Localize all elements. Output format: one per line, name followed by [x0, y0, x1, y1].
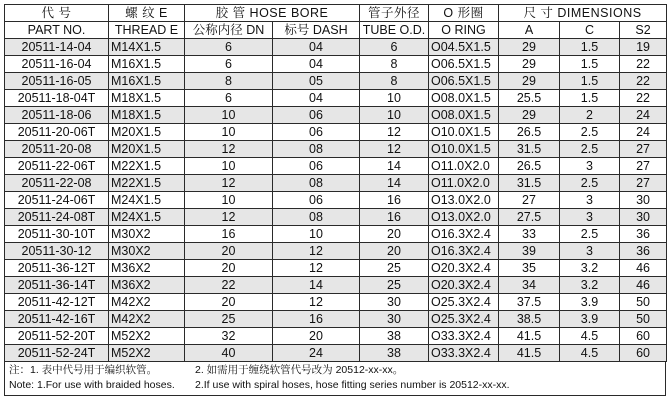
cell-dash: 06	[273, 107, 360, 124]
cell-dim-a: 27.5	[499, 209, 560, 226]
cell-dim-a: 41.5	[499, 345, 560, 362]
footnote-en-1: Note: 1.For use with braided hoses.	[9, 379, 175, 391]
table-row	[5, 243, 667, 260]
cell-dim-s2: 24	[620, 107, 667, 124]
cell-dim-s2: 30	[620, 209, 667, 226]
header-thread-cn: 螺 纹 E	[109, 5, 185, 22]
cell-dash: 10	[273, 226, 360, 243]
cell-dn: 10	[185, 124, 273, 141]
cell-tube-od: 20	[360, 226, 429, 243]
cell-dim-c: 2.5	[560, 175, 620, 192]
cell-dim-a: 41.5	[499, 328, 560, 345]
cell-part-no: 20511-42-12T	[5, 294, 109, 311]
header-dimensions: 尺 寸 DIMENSIONS	[499, 5, 667, 22]
cell-dim-a: 38.5	[499, 311, 560, 328]
cell-dn: 16	[185, 226, 273, 243]
cell-thread-e: M30X2	[109, 226, 185, 243]
cell-part-no: 20511-16-05	[5, 73, 109, 90]
cell-part-no: 20511-16-04	[5, 56, 109, 73]
header-row-cn	[5, 5, 667, 22]
cell-dn: 22	[185, 277, 273, 294]
header-code-cn: 代 号	[5, 5, 109, 22]
cell-dim-a: 35	[499, 260, 560, 277]
header-hose-bore: 胶 管 HOSE BORE	[185, 5, 360, 22]
cell-dim-s2: 60	[620, 328, 667, 345]
cell-dim-s2: 36	[620, 226, 667, 243]
cell-dn: 20	[185, 243, 273, 260]
cell-dim-c: 2.5	[560, 124, 620, 141]
cell-dim-a: 31.5	[499, 175, 560, 192]
footnote-en-2: 2.If use with spiral hoses, hose fitting series number is 20512-xx-xx.	[195, 379, 510, 391]
cell-dim-a: 33	[499, 226, 560, 243]
cell-dim-a: 27	[499, 192, 560, 209]
cell-dim-c: 1.5	[560, 73, 620, 90]
cell-dim-a: 26.5	[499, 124, 560, 141]
cell-dim-a: 29	[499, 39, 560, 56]
cell-dim-s2: 36	[620, 243, 667, 260]
cell-o-ring: O20.3X2.4	[429, 277, 499, 294]
header-dn: 公称内径 DN	[185, 22, 273, 39]
cell-dim-s2: 24	[620, 124, 667, 141]
cell-dim-a: 37.5	[499, 294, 560, 311]
cell-o-ring: O10.0X1.5	[429, 141, 499, 158]
table-row	[5, 73, 667, 90]
cell-o-ring: O13.0X2.0	[429, 209, 499, 226]
cell-dim-c: 1.5	[560, 39, 620, 56]
cell-thread-e: M22X1.5	[109, 175, 185, 192]
cell-o-ring: O33.3X2.4	[429, 328, 499, 345]
cell-dim-a: 31.5	[499, 141, 560, 158]
table-row	[5, 311, 667, 328]
cell-part-no: 20511-18-04T	[5, 90, 109, 107]
table-row	[5, 345, 667, 362]
cell-dash: 04	[273, 90, 360, 107]
cell-tube-od: 10	[360, 90, 429, 107]
cell-part-no: 20511-52-24T	[5, 345, 109, 362]
cell-dim-s2: 27	[620, 158, 667, 175]
cell-thread-e: M14X1.5	[109, 39, 185, 56]
cell-thread-e: M24X1.5	[109, 209, 185, 226]
cell-dash: 12	[273, 294, 360, 311]
cell-o-ring: O33.3X2.4	[429, 345, 499, 362]
cell-dash: 08	[273, 141, 360, 158]
cell-o-ring: O13.0X2.0	[429, 192, 499, 209]
cell-part-no: 20511-42-16T	[5, 311, 109, 328]
cell-dim-c: 3	[560, 192, 620, 209]
table-row	[5, 226, 667, 243]
cell-thread-e: M22X1.5	[109, 158, 185, 175]
cell-tube-od: 6	[360, 39, 429, 56]
cell-dim-a: 25.5	[499, 90, 560, 107]
cell-tube-od: 10	[360, 107, 429, 124]
header-dim-a: A	[499, 22, 560, 39]
cell-dim-c: 3.9	[560, 294, 620, 311]
cell-tube-od: 8	[360, 73, 429, 90]
cell-dn: 25	[185, 311, 273, 328]
cell-dim-c: 1.5	[560, 90, 620, 107]
header-dash: 标号 DASH	[273, 22, 360, 39]
header-o-ring: O RING	[429, 22, 499, 39]
cell-dash: 08	[273, 175, 360, 192]
cell-thread-e: M42X2	[109, 311, 185, 328]
cell-o-ring: O06.5X1.5	[429, 73, 499, 90]
cell-part-no: 20511-18-06	[5, 107, 109, 124]
cell-tube-od: 38	[360, 345, 429, 362]
cell-dim-c: 2.5	[560, 226, 620, 243]
cell-dash: 14	[273, 277, 360, 294]
cell-dim-s2: 27	[620, 141, 667, 158]
cell-dim-a: 26.5	[499, 158, 560, 175]
footnote-row-cn	[5, 363, 665, 378]
cell-dash: 16	[273, 311, 360, 328]
footnote-row-en	[5, 378, 665, 393]
cell-dash: 06	[273, 158, 360, 175]
cell-part-no: 20511-36-14T	[5, 277, 109, 294]
cell-part-no: 20511-36-12T	[5, 260, 109, 277]
cell-dash: 24	[273, 345, 360, 362]
cell-dim-c: 3	[560, 209, 620, 226]
cell-o-ring: O20.3X2.4	[429, 260, 499, 277]
table-header	[5, 5, 667, 39]
cell-part-no: 20511-20-08	[5, 141, 109, 158]
header-row-en	[5, 22, 667, 39]
cell-dim-s2: 19	[620, 39, 667, 56]
cell-dim-a: 34	[499, 277, 560, 294]
cell-dn: 8	[185, 73, 273, 90]
table-row	[5, 328, 667, 345]
table-row	[5, 107, 667, 124]
cell-part-no: 20511-22-06T	[5, 158, 109, 175]
cell-dn: 20	[185, 294, 273, 311]
table-row	[5, 175, 667, 192]
cell-dim-c: 3.2	[560, 277, 620, 294]
cell-dn: 10	[185, 192, 273, 209]
spec-sheet	[4, 4, 666, 396]
cell-thread-e: M36X2	[109, 277, 185, 294]
cell-dim-s2: 46	[620, 260, 667, 277]
fitting-dimension-table	[4, 4, 667, 362]
table-row	[5, 141, 667, 158]
cell-o-ring: O08.0X1.5	[429, 107, 499, 124]
cell-part-no: 20511-30-12	[5, 243, 109, 260]
table-row	[5, 260, 667, 277]
cell-thread-e: M30X2	[109, 243, 185, 260]
cell-dim-c: 3	[560, 243, 620, 260]
table-row	[5, 124, 667, 141]
cell-part-no: 20511-30-10T	[5, 226, 109, 243]
cell-dim-s2: 60	[620, 345, 667, 362]
cell-dash: 12	[273, 243, 360, 260]
cell-dim-s2: 22	[620, 56, 667, 73]
cell-o-ring: O16.3X2.4	[429, 243, 499, 260]
cell-thread-e: M16X1.5	[109, 56, 185, 73]
cell-dim-c: 3.2	[560, 260, 620, 277]
cell-tube-od: 25	[360, 277, 429, 294]
cell-part-no: 20511-22-08	[5, 175, 109, 192]
cell-o-ring: O11.0X2.0	[429, 158, 499, 175]
cell-tube-od: 14	[360, 175, 429, 192]
cell-tube-od: 16	[360, 192, 429, 209]
header-part-no: PART NO.	[5, 22, 109, 39]
cell-dim-s2: 30	[620, 192, 667, 209]
cell-thread-e: M20X1.5	[109, 141, 185, 158]
cell-thread-e: M24X1.5	[109, 192, 185, 209]
table-row	[5, 39, 667, 56]
cell-dim-c: 4.5	[560, 345, 620, 362]
cell-tube-od: 8	[360, 56, 429, 73]
cell-dn: 10	[185, 158, 273, 175]
cell-tube-od: 12	[360, 141, 429, 158]
cell-o-ring: O25.3X2.4	[429, 294, 499, 311]
cell-thread-e: M36X2	[109, 260, 185, 277]
header-tube-od-cn: 管子外径	[360, 5, 429, 22]
cell-dim-s2: 22	[620, 73, 667, 90]
cell-part-no: 20511-24-06T	[5, 192, 109, 209]
cell-dn: 32	[185, 328, 273, 345]
cell-dash: 05	[273, 73, 360, 90]
cell-dash: 12	[273, 260, 360, 277]
header-dim-s2: S2	[620, 22, 667, 39]
cell-dn: 12	[185, 209, 273, 226]
cell-dim-s2: 50	[620, 294, 667, 311]
cell-dim-c: 3.9	[560, 311, 620, 328]
header-oring-cn: O 形圈	[429, 5, 499, 22]
cell-dash: 06	[273, 124, 360, 141]
cell-tube-od: 16	[360, 209, 429, 226]
table-row	[5, 56, 667, 73]
cell-dash: 06	[273, 192, 360, 209]
header-dim-c: C	[560, 22, 620, 39]
cell-dn: 20	[185, 260, 273, 277]
cell-dim-s2: 46	[620, 277, 667, 294]
cell-dn: 10	[185, 107, 273, 124]
table-row	[5, 158, 667, 175]
cell-dim-c: 2.5	[560, 141, 620, 158]
cell-dn: 40	[185, 345, 273, 362]
cell-o-ring: O16.3X2.4	[429, 226, 499, 243]
cell-o-ring: O10.0X1.5	[429, 124, 499, 141]
cell-part-no: 20511-52-20T	[5, 328, 109, 345]
cell-dn: 6	[185, 56, 273, 73]
cell-dn: 6	[185, 39, 273, 56]
cell-dim-s2: 22	[620, 90, 667, 107]
cell-tube-od: 30	[360, 294, 429, 311]
cell-thread-e: M52X2	[109, 328, 185, 345]
cell-dash: 08	[273, 209, 360, 226]
cell-dash: 04	[273, 39, 360, 56]
cell-thread-e: M18X1.5	[109, 107, 185, 124]
cell-dim-a: 29	[499, 56, 560, 73]
cell-dim-s2: 50	[620, 311, 667, 328]
cell-thread-e: M16X1.5	[109, 73, 185, 90]
cell-dn: 12	[185, 141, 273, 158]
footnote-cn-2: 2. 如需用于缠绕软管代号改为 20512-xx-xx。	[195, 364, 404, 376]
table-row	[5, 209, 667, 226]
cell-tube-od: 12	[360, 124, 429, 141]
cell-dim-a: 29	[499, 73, 560, 90]
cell-thread-e: M20X1.5	[109, 124, 185, 141]
footnotes	[4, 362, 666, 396]
cell-part-no: 20511-14-04	[5, 39, 109, 56]
cell-o-ring: O08.0X1.5	[429, 90, 499, 107]
header-tube-od: TUBE O.D.	[360, 22, 429, 39]
cell-tube-od: 38	[360, 328, 429, 345]
table-body	[5, 39, 667, 362]
footnote-cn-1: 注：1. 表中代号用于编织软管。	[9, 364, 158, 376]
cell-thread-e: M52X2	[109, 345, 185, 362]
table-row	[5, 277, 667, 294]
cell-tube-od: 20	[360, 243, 429, 260]
table-row	[5, 192, 667, 209]
cell-thread-e: M18X1.5	[109, 90, 185, 107]
cell-dim-c: 3	[560, 158, 620, 175]
cell-dim-c: 2	[560, 107, 620, 124]
cell-dim-c: 4.5	[560, 328, 620, 345]
table-row	[5, 90, 667, 107]
cell-dn: 12	[185, 175, 273, 192]
cell-o-ring: O25.3X2.4	[429, 311, 499, 328]
cell-part-no: 20511-20-06T	[5, 124, 109, 141]
header-thread-e: THREAD E	[109, 22, 185, 39]
cell-dash: 20	[273, 328, 360, 345]
cell-thread-e: M42X2	[109, 294, 185, 311]
cell-dim-s2: 27	[620, 175, 667, 192]
cell-o-ring: O11.0X2.0	[429, 175, 499, 192]
cell-tube-od: 30	[360, 311, 429, 328]
cell-o-ring: O04.5X1.5	[429, 39, 499, 56]
cell-dim-a: 29	[499, 107, 560, 124]
cell-o-ring: O06.5X1.5	[429, 56, 499, 73]
cell-dim-a: 39	[499, 243, 560, 260]
cell-part-no: 20511-24-08T	[5, 209, 109, 226]
cell-dash: 04	[273, 56, 360, 73]
table-row	[5, 294, 667, 311]
cell-dn: 6	[185, 90, 273, 107]
cell-tube-od: 14	[360, 158, 429, 175]
cell-tube-od: 25	[360, 260, 429, 277]
cell-dim-c: 1.5	[560, 56, 620, 73]
